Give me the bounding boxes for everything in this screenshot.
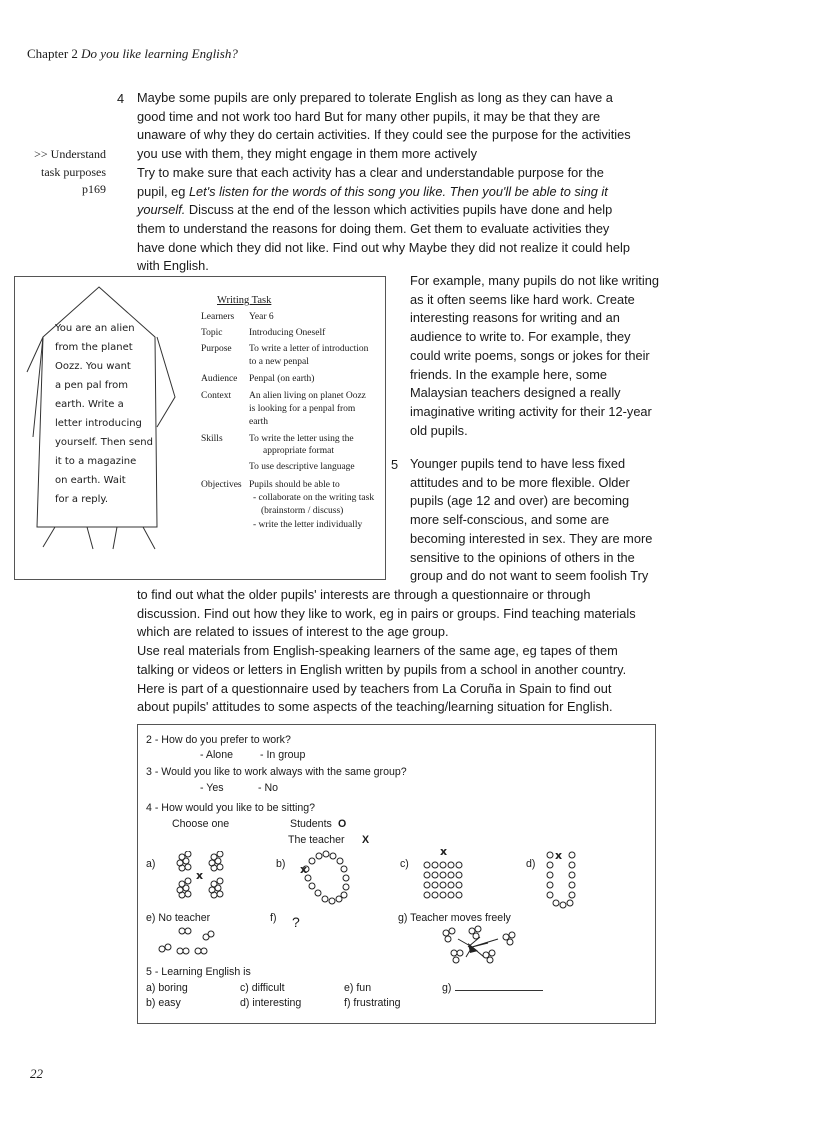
paragraph-line: group and do not want to seem foolish Try — [410, 568, 649, 584]
q5-option-other-label: g) — [442, 982, 452, 994]
section-number: 4 — [117, 91, 125, 106]
task-row-value: (brainstorm / discuss) — [261, 506, 344, 516]
seating-teacher-moves-diagram — [438, 923, 528, 973]
paragraph-line: could write poems, songs or jokes for their — [410, 347, 650, 363]
alien-card-line: from the planet — [55, 342, 133, 353]
alien-card-line: earth. Write a — [55, 399, 124, 410]
q5-option-interesting: d) interesting — [240, 997, 302, 1009]
paragraph-line: more self-conscious, and some are — [410, 512, 610, 528]
choose-one-label: Choose one — [172, 818, 230, 830]
task-row-value: To use descriptive language — [249, 462, 355, 472]
writing-activity-figure — [14, 276, 386, 580]
paragraph-line: sensitive to the opinions of others in the — [410, 549, 635, 565]
task-row-value: To write the letter using the — [249, 434, 354, 444]
alien-card-line: for a reply. — [55, 494, 109, 505]
q2-option-group: - In group — [260, 749, 306, 761]
section-number: 5 — [391, 457, 399, 472]
paragraph-line: Here is part of a questionnaire used by teachers from La Coruña in Spain to find out — [137, 680, 612, 696]
task-row-value: Year 6 — [249, 312, 274, 322]
paragraph-line: audience to write to. For example, they — [410, 329, 631, 345]
paragraph-line: imaginative writing activity for their 12-year — [410, 403, 652, 419]
task-row — [201, 492, 381, 504]
task-row-value: An alien living on planet Oozz — [249, 391, 366, 401]
task-row-value: earth — [249, 417, 268, 427]
paragraph-line: Use real materials from English-speaking learners of the same age, eg tapes of them — [137, 643, 618, 659]
paragraph-line: For example, many pupils do not like writing — [410, 273, 659, 288]
task-row — [201, 519, 381, 531]
layout-d-label: d) — [526, 858, 536, 870]
q2-option-alone: - Alone — [200, 749, 233, 761]
task-row-label: Purpose — [201, 344, 232, 354]
paragraph-line: Younger pupils tend to have less fixed — [410, 456, 626, 471]
question-3: 3 - Would you like to work always with the same group? — [146, 766, 407, 778]
task-row — [201, 433, 381, 445]
paragraph-line: you use with them, they might engage in them more actively — [137, 146, 477, 162]
writing-task-sheet — [201, 295, 381, 530]
chapter-label: Chapter 2 — [27, 46, 78, 61]
paragraph-line: as it often seems like hard work. Create — [410, 291, 635, 307]
layout-f-question-mark: ? — [292, 914, 300, 930]
paragraph-line: good time and not work too hard But for many other pupils, it may be that they are — [137, 108, 601, 124]
task-row-value: Introducing Oneself — [249, 328, 326, 338]
margin-note-line: >> Understand — [34, 147, 106, 161]
paragraph-line — [137, 183, 631, 202]
q5-option-difficult: c) difficult — [240, 982, 285, 994]
page-number: 22 — [30, 1066, 43, 1081]
q3-option-yes: - Yes — [200, 782, 224, 794]
chapter-title: Do you like learning English? — [81, 46, 238, 61]
task-row — [201, 403, 381, 415]
paragraph-line: attitudes and to be more flexible. Older — [410, 474, 630, 490]
paragraph-line: have done which they did not like. Find out why Maybe they did not realize it could help — [137, 239, 630, 255]
students-legend: Students — [290, 818, 332, 830]
task-row — [201, 416, 381, 428]
text-run: pupil, eg — [137, 183, 189, 199]
task-row — [201, 356, 381, 368]
paragraph-line: with English. — [137, 258, 209, 274]
paragraph-line: discussion. Find out how they like to work, eg in pairs or groups. Find teaching materials — [137, 605, 636, 621]
layout-f-label: f) — [270, 912, 277, 924]
question-5: 5 - Learning English is — [146, 966, 251, 978]
question-4: 4 - How would you like to be sitting? — [146, 802, 315, 814]
q5-option-other — [442, 981, 543, 995]
task-row-label: Context — [201, 391, 232, 401]
seating-u-shape-diagram — [546, 845, 596, 917]
task-row — [201, 373, 381, 385]
q3-option-no: - No — [258, 782, 279, 794]
layout-a-label: a) — [146, 858, 156, 870]
section-4-text — [137, 89, 631, 276]
alien-card-line: a pen pal from — [55, 380, 129, 391]
margin-note-line: task purposes — [41, 164, 106, 179]
students-symbol: O — [338, 818, 347, 830]
layout-c-label: c) — [400, 858, 409, 870]
task-row-label: Audience — [201, 374, 238, 384]
q5-option-fun: e) fun — [344, 982, 372, 994]
layout-g-label: g) Teacher moves freely — [398, 912, 511, 924]
task-row-value: To write a letter of introduction — [249, 344, 369, 354]
task-row-label: Skills — [201, 434, 223, 444]
paragraph-line — [137, 201, 631, 220]
paragraph-line: friends. In the example here, some — [410, 366, 608, 382]
layout-e-label: e) No teacher — [146, 912, 211, 924]
task-row-label: Topic — [201, 328, 223, 338]
right-column-text — [410, 272, 659, 440]
writing-task-title: Writing Task — [217, 295, 272, 306]
alien-card-line: Oozz. You want — [55, 361, 131, 372]
example-quote-end: yourself. — [137, 202, 186, 218]
task-row — [201, 505, 381, 517]
seating-circle-diagram — [294, 845, 364, 915]
svg-text:x: x — [555, 849, 563, 862]
paragraph-line: them to understand the reasons for doing them. Get them to evaluate activities they — [137, 220, 610, 236]
paragraph-line: which are related to issues of interest to the age group. — [137, 624, 449, 640]
task-row — [201, 479, 381, 491]
section-5-right-text — [410, 455, 652, 586]
task-row-label: Objectives — [201, 480, 242, 490]
example-quote: Let's listen for the words of this song you like. Then you'll be able to sing it — [188, 183, 608, 199]
teacher-legend: The teacher — [288, 834, 345, 846]
paragraph-line: Malaysian teachers designed a really — [410, 385, 621, 401]
paragraph-line: old pupils. — [410, 422, 468, 438]
text-run: Discuss at the end of the lesson which activities pupils have done and help — [185, 202, 613, 218]
q5-option-frustrating: f) frustrating — [344, 997, 401, 1009]
task-row-value: - collaborate on the writing task — [253, 493, 375, 503]
alien-card-line: yourself. Then send — [55, 437, 153, 448]
paragraph-line: becoming interested in sex. They are more — [410, 530, 653, 546]
paragraph-line: to find out what the older pupils' interests are through a questionnaire or through — [137, 587, 591, 602]
task-row — [201, 327, 381, 339]
writing-task-rows — [201, 311, 381, 530]
answer-blank-line — [455, 990, 543, 991]
q5-option-boring: a) boring — [146, 982, 188, 994]
paragraph-line: interesting reasons for writing and an — [410, 310, 620, 326]
svg-text:x: x — [300, 863, 308, 876]
questionnaire-figure — [137, 724, 656, 1024]
alien-card-line: on earth. Wait — [55, 475, 126, 486]
alien-card-line: it to a magazine — [55, 456, 137, 467]
task-row-value: appropriate format — [263, 446, 334, 456]
task-row — [201, 343, 381, 355]
paragraph-line: about pupils' attitudes to some aspects of the teaching/learning situation for English. — [137, 699, 613, 715]
alien-card-text — [55, 319, 153, 509]
paragraph-line: unaware of why they do certain activities. If they could see the purpose for the activities — [137, 127, 631, 143]
layout-b-label: b) — [276, 858, 286, 870]
q5-option-easy: b) easy — [146, 997, 181, 1009]
task-row — [201, 311, 381, 323]
seating-no-teacher-diagram — [158, 925, 228, 965]
chapter-header — [27, 46, 238, 62]
paragraph-line: Maybe some pupils are only prepared to tolerate English as long as they can have a — [137, 90, 613, 105]
task-row — [201, 445, 381, 457]
task-row — [201, 390, 381, 402]
task-row-value: Penpal (on earth) — [249, 374, 315, 384]
task-row-value: - write the letter individually — [253, 520, 363, 530]
task-row-value: is looking for a penpal from — [249, 404, 356, 414]
seating-rows-diagram — [422, 843, 482, 913]
section-5-text — [137, 586, 636, 717]
task-row-value: Pupils should be able to — [249, 480, 340, 490]
paragraph-line: Try to make sure that each activity has a clear and understandable purpose for the — [137, 164, 604, 180]
svg-text:x: x — [440, 845, 448, 858]
task-row-label: Learners — [201, 312, 235, 322]
seating-groups-diagram — [174, 851, 254, 909]
task-row-value: to a new penpal — [249, 357, 309, 367]
margin-note-line: p169 — [82, 182, 106, 196]
paragraph-line: pupils (age 12 and over) are becoming — [410, 493, 630, 509]
paragraph-line: talking or videos or letters in English written by pupils from a school in another country. — [137, 661, 627, 677]
teacher-symbol: X — [362, 834, 370, 846]
alien-card-line: letter introducing — [55, 418, 142, 429]
margin-note — [16, 146, 106, 199]
task-row — [201, 461, 381, 473]
svg-text:x: x — [196, 869, 204, 882]
alien-card-line: You are an alien — [55, 323, 135, 334]
question-2: 2 - How do you prefer to work? — [146, 734, 291, 746]
